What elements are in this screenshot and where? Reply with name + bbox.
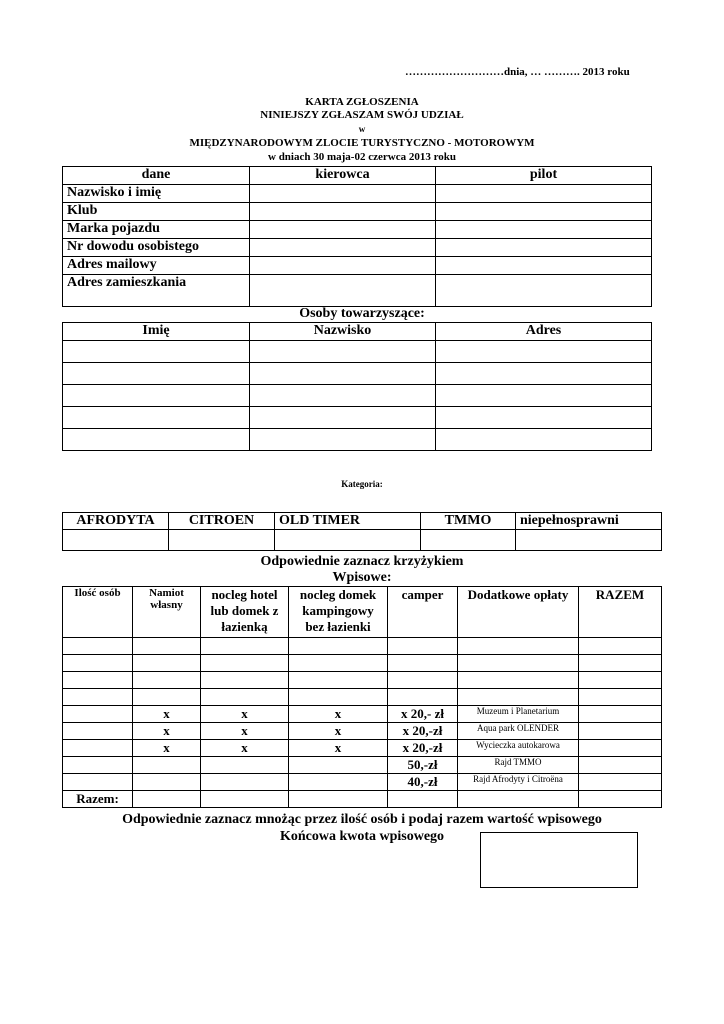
fee-cell[interactable] [63,672,133,689]
companion-cell[interactable] [436,363,652,385]
camper-fee: x 20,-zł [388,740,458,757]
extra-fee-label: Rajd Afrodyty i Citroëna [458,774,579,791]
fee-cell[interactable] [289,689,388,706]
total-cell[interactable] [579,791,662,808]
driver-email-cell[interactable] [250,257,436,275]
companion-cell[interactable] [63,407,250,429]
companion-cell[interactable] [436,407,652,429]
pilot-vehicle-cell[interactable] [436,221,652,239]
fee-cell[interactable] [579,638,662,655]
category-check-cell[interactable] [516,530,662,551]
category-check-cell[interactable] [169,530,275,551]
companion-cell[interactable] [63,363,250,385]
fee-cell[interactable] [133,672,201,689]
fee-cell[interactable] [201,638,289,655]
fee-cell[interactable] [133,655,201,672]
header-hotel: nocleg hotel lub domek z łazienką [201,587,289,638]
driver-address-cell[interactable] [250,275,436,307]
row-label-name: Nazwisko i imię [63,185,250,203]
camper-fee: x 20,-zł [388,723,458,740]
participant-data-table [62,166,652,307]
row-label-vehicle: Marka pojazdu [63,221,250,239]
fee-cell[interactable] [388,638,458,655]
total-cell[interactable] [289,791,388,808]
companions-title: Osoby towarzyszące: [299,306,425,321]
fee-cell[interactable] [458,672,579,689]
fee-empty-cell[interactable] [133,757,201,774]
companion-cell[interactable] [250,363,436,385]
driver-club-cell[interactable] [250,203,436,221]
fee-cell[interactable] [388,655,458,672]
fee-cell[interactable] [579,672,662,689]
extra-fee-label: Rajd TMMO [458,757,579,774]
instruction-multiply: Odpowiednie zaznacz mnożąc przez ilość osób i podaj razem wartość wpisowego [122,812,602,827]
category-afrodyta: AFRODYTA [63,513,169,530]
fee-total-cell[interactable] [579,757,662,774]
row-label-id: Nr dowodu osobistego [63,239,250,257]
fee-total-cell[interactable] [579,740,662,757]
category-disabled: niepełnosprawni [516,513,662,530]
fee-empty-cell[interactable] [201,757,289,774]
event-dates: w dniach 30 maja-02 czerwca 2013 roku [268,151,456,163]
row-label-club: Klub [63,203,250,221]
category-check-cell[interactable] [275,530,421,551]
fee-cell[interactable] [579,655,662,672]
driver-id-cell[interactable] [250,239,436,257]
instruction-mark: Odpowiednie zaznacz krzyżykiem [260,554,464,569]
fee-x-mark: x [289,740,388,757]
fee-cell[interactable] [388,672,458,689]
extra-fee-label: Wycieczka autokarowa [458,740,579,757]
fee-total-cell[interactable] [579,706,662,723]
total-cell[interactable] [458,791,579,808]
fee-people-cell[interactable] [63,723,133,740]
category-label: Kategoria: [341,479,383,489]
fee-x-mark: x [133,706,201,723]
rally-fee: 50,-zł [388,757,458,774]
total-cell[interactable] [388,791,458,808]
pilot-address-cell[interactable] [436,275,652,307]
fee-cell[interactable] [289,655,388,672]
extra-fee-label: Aqua park OLENDER [458,723,579,740]
fee-x-mark: x [133,723,201,740]
fee-x-mark: x [201,723,289,740]
fees-title: Wpisowe: [332,570,392,585]
fee-cell[interactable] [388,689,458,706]
fee-people-cell[interactable] [63,740,133,757]
header-pilot: pilot [436,167,652,185]
fee-cell[interactable] [201,672,289,689]
companion-cell[interactable] [250,407,436,429]
driver-vehicle-cell[interactable] [250,221,436,239]
total-label: Razem: [63,791,133,808]
total-cell[interactable] [133,791,201,808]
fee-cell[interactable] [458,689,579,706]
header-camper: camper [388,587,458,638]
companion-cell[interactable] [250,385,436,407]
fee-x-mark: x [289,706,388,723]
companions-table [62,322,652,451]
header-nazwisko: Nazwisko [250,323,436,341]
fee-x-mark: x [201,706,289,723]
total-cell[interactable] [201,791,289,808]
event-name: MIĘDZYNARODOWYM ZLOCIE TURYSTYCZNO - MOTOROWYM [189,137,535,149]
fee-people-cell[interactable] [63,757,133,774]
fee-cell[interactable] [133,638,201,655]
pilot-id-cell[interactable] [436,239,652,257]
companion-cell[interactable] [63,429,250,451]
fee-empty-cell[interactable] [133,774,201,791]
fee-total-cell[interactable] [579,723,662,740]
fee-total-cell[interactable] [579,774,662,791]
fee-cell[interactable] [289,638,388,655]
form-title: KARTA ZGŁOSZENIA [305,96,419,108]
header-extra: Dodatkowe opłaty [458,587,579,638]
category-tmmo: TMMO [421,513,516,530]
fee-empty-cell[interactable] [201,774,289,791]
companion-cell[interactable] [436,341,652,363]
pilot-email-cell[interactable] [436,257,652,275]
driver-name-cell[interactable] [250,185,436,203]
fee-x-mark: x [133,740,201,757]
header-dane: dane [63,167,250,185]
fee-empty-cell[interactable] [289,757,388,774]
fee-cell[interactable] [201,655,289,672]
fee-empty-cell[interactable] [289,774,388,791]
fee-cell[interactable] [458,655,579,672]
fee-cell[interactable] [133,689,201,706]
final-amount-box[interactable] [480,832,638,888]
category-check-cell[interactable] [63,530,169,551]
companion-cell[interactable] [63,341,250,363]
header-total: RAZEM [579,587,662,638]
companion-cell[interactable] [436,385,652,407]
companion-cell[interactable] [250,429,436,451]
category-old-timer: OLD TIMER [275,513,421,530]
date-line: ………………………dnia, … ………. 2013 roku [405,66,630,78]
category-table [62,512,662,551]
fee-cell[interactable] [63,638,133,655]
form-w: w [358,124,366,134]
companion-cell[interactable] [250,341,436,363]
rally-fee: 40,-zł [388,774,458,791]
fee-cell[interactable] [458,638,579,655]
extra-fee-label: Muzeum i Planetarium [458,706,579,723]
row-label-address: Adres zamieszkania [63,275,250,307]
fee-people-cell[interactable] [63,774,133,791]
final-amount-label: Końcowa kwota wpisowego [279,829,445,844]
header-own-tent: Namiot własny [133,587,201,638]
header-cabin: nocleg domek kampingowy bez łazienki [289,587,388,638]
fee-cell[interactable] [289,672,388,689]
fee-x-mark: x [201,740,289,757]
fees-table [62,586,662,808]
category-citroen: CITROEN [169,513,275,530]
row-label-email: Adres mailowy [63,257,250,275]
header-adres: Adres [436,323,652,341]
fee-cell[interactable] [63,655,133,672]
pilot-name-cell[interactable] [436,185,652,203]
fee-cell[interactable] [201,689,289,706]
pilot-club-cell[interactable] [436,203,652,221]
header-imie: Imię [63,323,250,341]
fee-cell[interactable] [63,689,133,706]
header-people: Ilość osób [63,587,133,638]
fee-cell[interactable] [579,689,662,706]
form-subtitle: NINIEJSZY ZGŁASZAM SWÓJ UDZIAŁ [260,109,464,121]
header-kierowca: kierowca [250,167,436,185]
companion-cell[interactable] [63,385,250,407]
fee-x-mark: x [289,723,388,740]
companion-cell[interactable] [436,429,652,451]
fee-people-cell[interactable] [63,706,133,723]
camper-fee: x 20,- zł [388,706,458,723]
category-check-cell[interactable] [421,530,516,551]
